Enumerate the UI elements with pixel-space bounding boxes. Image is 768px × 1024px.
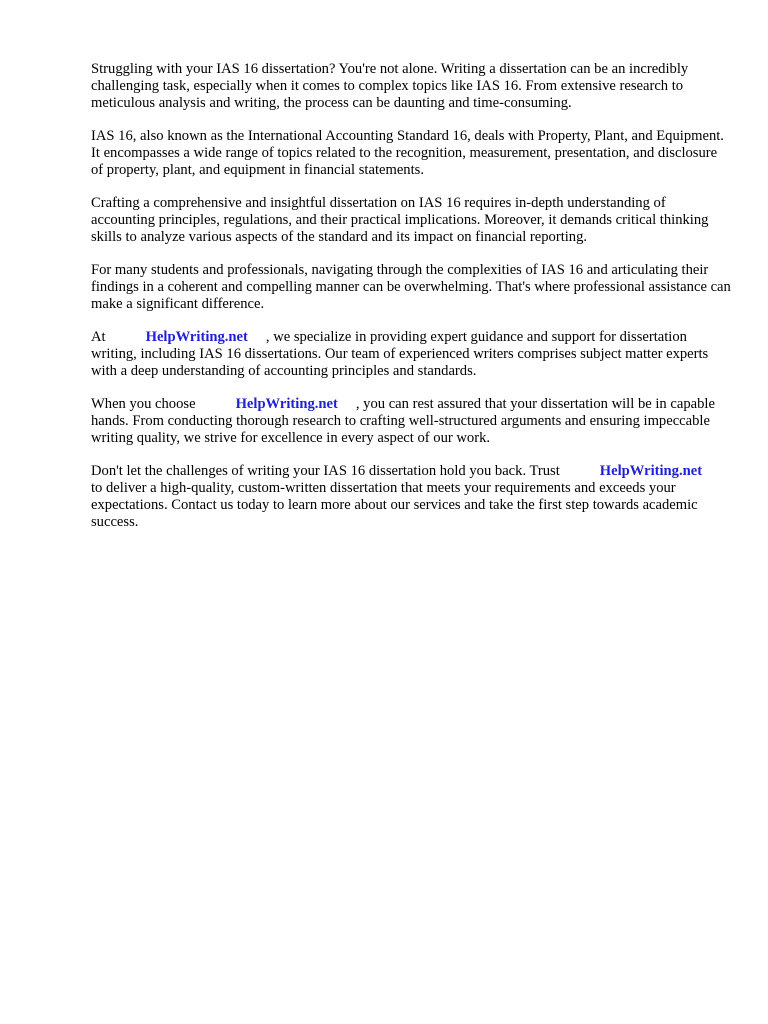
paragraph-requirements xyxy=(91,195,731,246)
paragraph-requirements-text: Crafting a comprehensive and insightful dissertation on IAS 16 requires in-depth understanding of accounting principles, regulations, and their practical implications. Moreover, it demands critical thinking skills to analyze various aspects of the standard and its impact on financial reporting. xyxy=(91,195,709,245)
paragraph-choose-text: , you can rest assured that your dissertation will be in capable hands. From conducting thorough research to crafting well-structured arguments and ensuring impeccable writing quality, we strive for excellence in every aspect of our work. xyxy=(91,396,715,446)
paragraph-choose xyxy=(91,396,731,447)
paragraph-choose-lead: When you choose xyxy=(91,396,196,412)
paragraph-assistance xyxy=(91,262,731,313)
helpwriting-link[interactable]: HelpWriting.net xyxy=(145,329,248,345)
paragraph-closing-text: to deliver a high-quality, custom-written dissertation that meets your requirements and exceeds your expectations. Contact us today to learn more about our services and take the first step towards academic success. xyxy=(91,480,698,530)
paragraph-specialize xyxy=(91,329,731,380)
paragraph-closing xyxy=(91,463,731,531)
helpwriting-link[interactable]: HelpWriting.net xyxy=(235,396,338,412)
paragraph-specialize-text: , we specialize in providing expert guidance and support for dissertation writing, including IAS 16 dissertations. Our team of experienced writers comprises subject matter experts with a deep understanding of accounting principles and standards. xyxy=(91,329,709,379)
paragraph-ias16-definition xyxy=(91,128,731,179)
paragraph-closing-lead: Don't let the challenges of writing your IAS 16 dissertation hold you back. Trust xyxy=(91,463,560,479)
paragraph-assistance-text: For many students and professionals, navigating through the complexities of IAS 16 and articulating their findings in a coherent and compelling manner can be overwhelming. That's where professional assistance can make a significant difference. xyxy=(91,262,731,312)
helpwriting-link[interactable]: HelpWriting.net xyxy=(599,463,703,479)
paragraph-intro-text: Struggling with your IAS 16 dissertation? You're not alone. Writing a dissertation can be an incredibly challenging task, especially when it comes to complex topics like IAS 16. From extensive research to meticulous analysis and writing, the process can be daunting and time-consuming. xyxy=(91,61,689,111)
paragraph-intro xyxy=(91,61,731,112)
paragraph-specialize-lead: At xyxy=(91,329,106,345)
document-page xyxy=(91,61,731,547)
paragraph-ias16-definition-text: IAS 16, also known as the International Accounting Standard 16, deals with Property, Plant, and Equipment. It encompasses a wide range of topics related to the recognition, measurement, presentation, and disclosure of property, plant, and equipment in financial statements. xyxy=(91,128,724,178)
